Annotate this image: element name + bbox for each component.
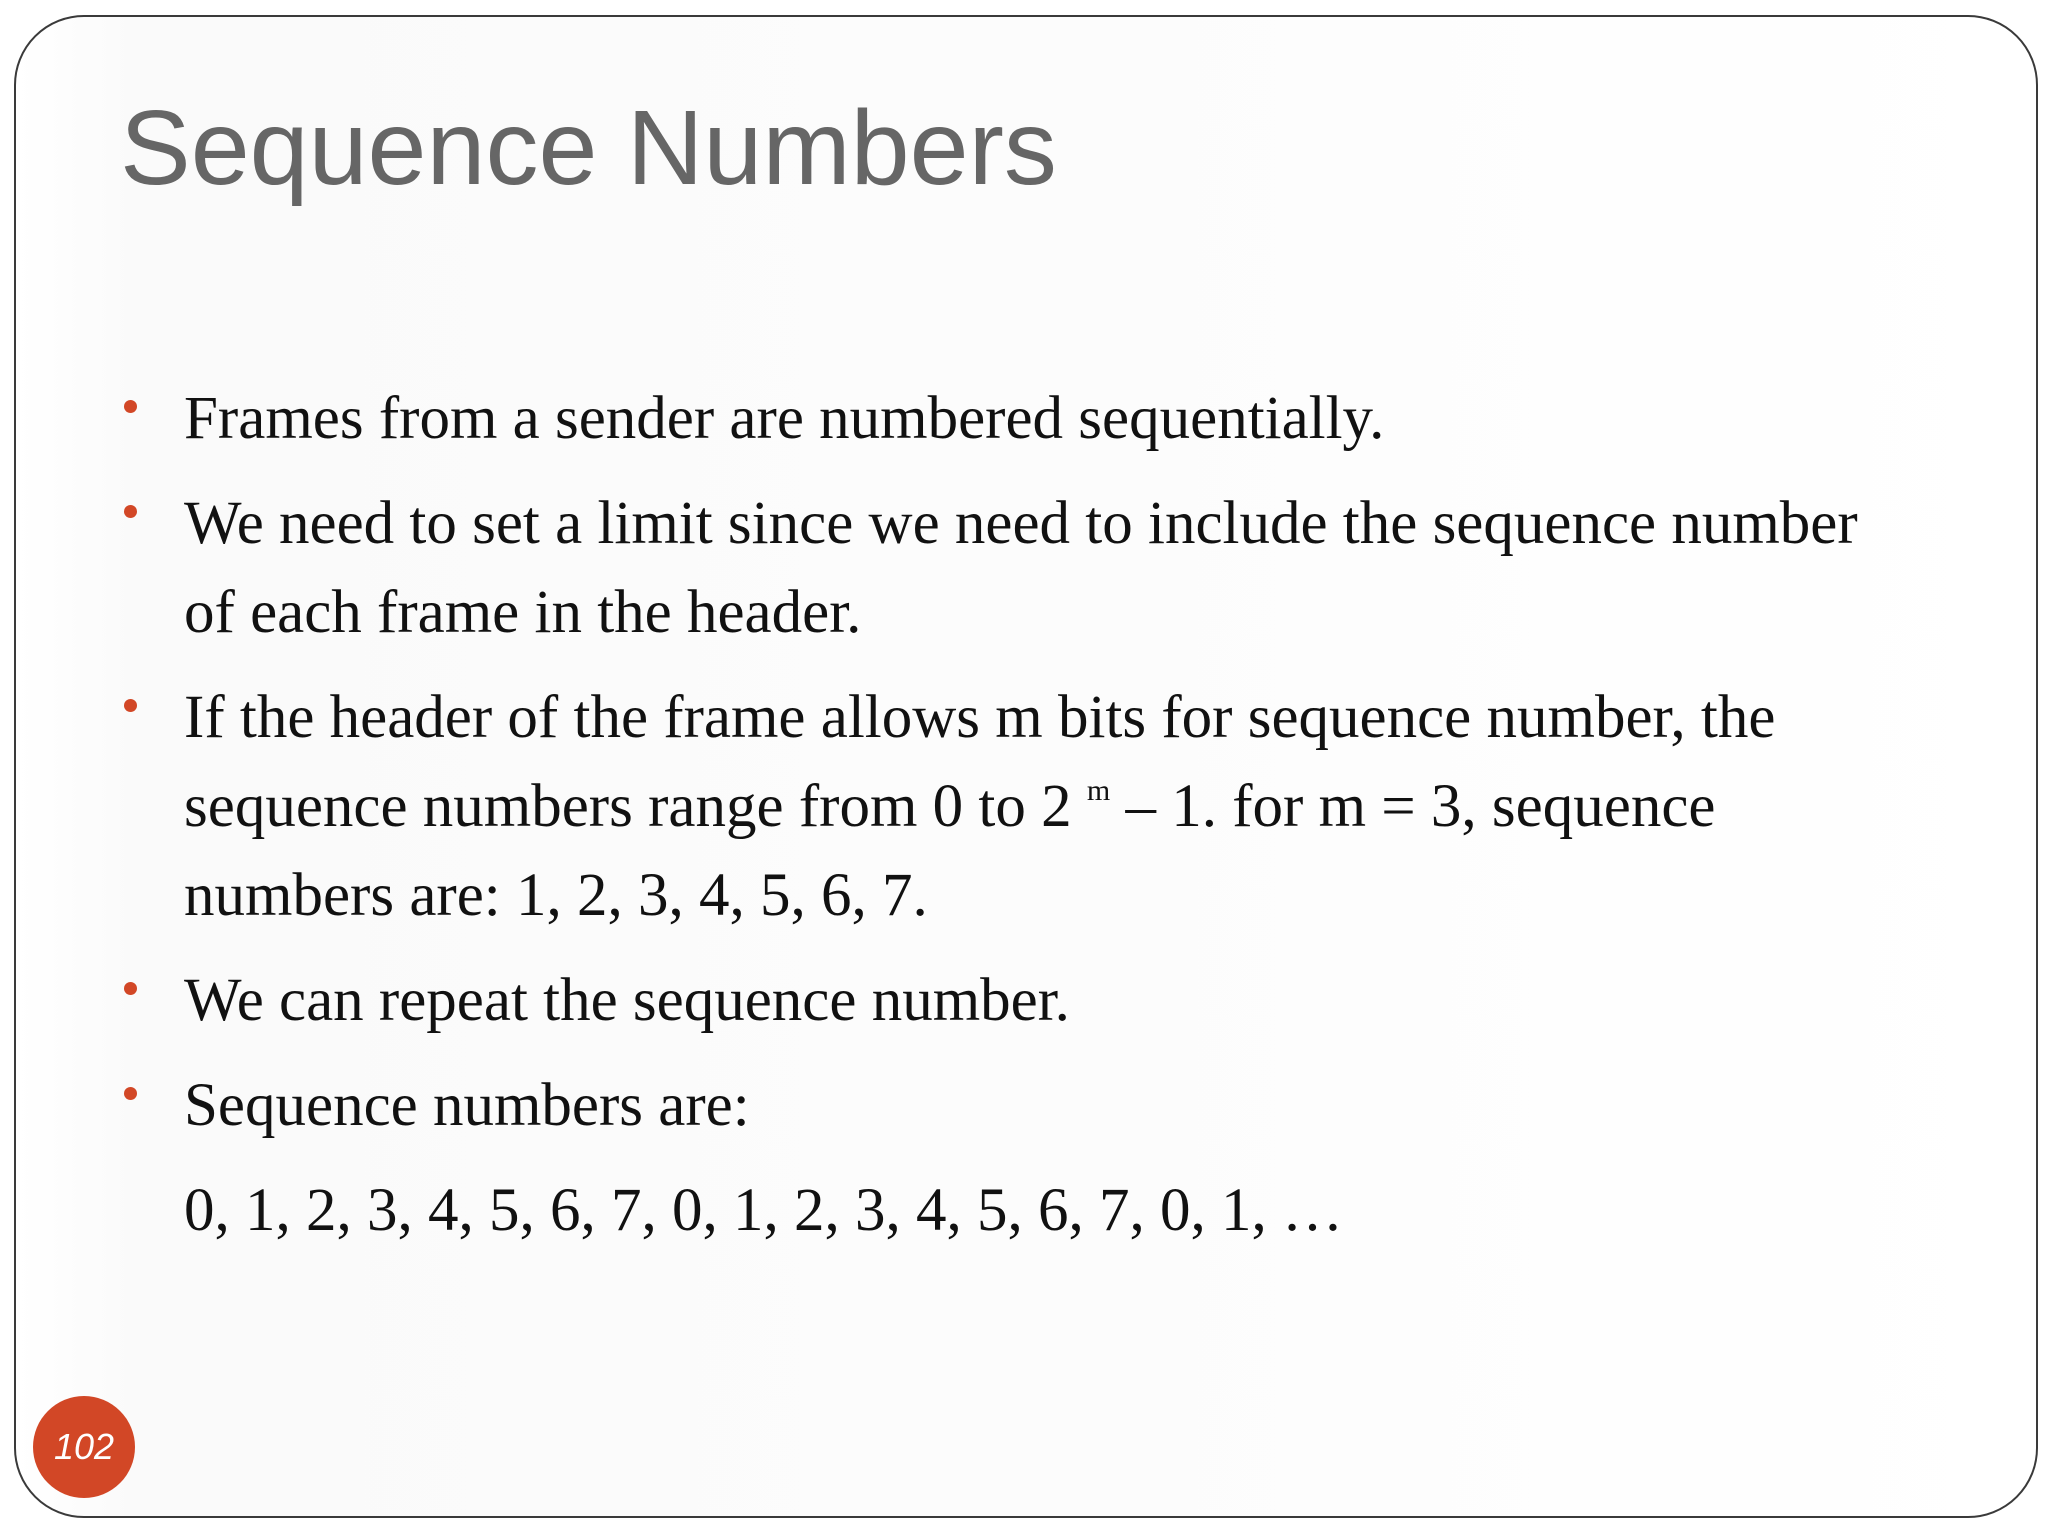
page-number-badge: 102 bbox=[33, 1396, 135, 1498]
bullet-text-before: If the header of the frame allows m bits for sequence number, the sequence numbers range from 0 to 2 bbox=[184, 684, 1776, 840]
bullet-dot-icon bbox=[124, 699, 137, 712]
bullet-item bbox=[120, 673, 1880, 940]
bullet-text bbox=[184, 684, 1775, 929]
slide-title: Sequence Numbers bbox=[120, 89, 1057, 207]
bullet-dot-icon bbox=[124, 982, 137, 995]
bullet-item bbox=[120, 1061, 1880, 1150]
bullet-item bbox=[120, 479, 1880, 657]
bullet-item bbox=[120, 956, 1880, 1045]
bullet-dot-icon bbox=[124, 400, 137, 413]
bullet-text: We need to set a limit since we need to include the sequence number of each frame in the header. bbox=[184, 490, 1858, 646]
bullet-text-after: – 1. for m = 3, sequence numbers are: 1, 2, 3, 4, 5, 6, 7. bbox=[184, 773, 1716, 929]
bullet-item bbox=[120, 374, 1880, 463]
bullet-text: Frames from a sender are numbered sequentially. bbox=[184, 385, 1385, 452]
slide-content bbox=[120, 374, 1880, 1255]
bullet-dot-icon bbox=[124, 505, 137, 518]
bullet-dot-icon bbox=[124, 1087, 137, 1100]
sequence-continuation: 0, 1, 2, 3, 4, 5, 6, 7, 0, 1, 2, 3, 4, 5, 6, 7, 0, 1, … bbox=[184, 1177, 1343, 1244]
bullet-list bbox=[120, 374, 1880, 1150]
bullet-text: Sequence numbers are: bbox=[184, 1072, 750, 1139]
superscript-exponent: m bbox=[1086, 774, 1111, 807]
bullet-text: We can repeat the sequence number. bbox=[184, 967, 1070, 1034]
